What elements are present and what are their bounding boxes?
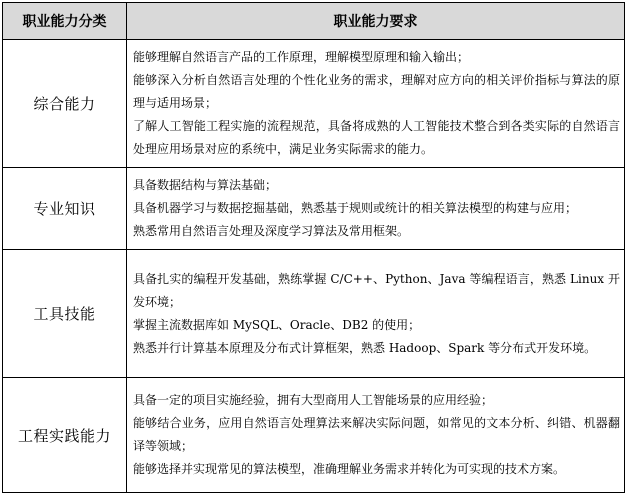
category-cell: 综合能力 bbox=[3, 40, 127, 168]
category-cell: 工程实践能力 bbox=[3, 378, 127, 493]
table-row-practice bbox=[3, 378, 625, 493]
requirement-line: 具备一定的项目实施经验，拥有大型商用人工智能场景的应用经验； bbox=[133, 393, 494, 407]
requirement-line: 具备扎实的编程开发基础，熟练掌握 C/C++、Python、Java 等编程语言，熟悉 Linux 开发环境； bbox=[133, 271, 620, 309]
requirement-cell bbox=[127, 168, 625, 250]
competency-table-container bbox=[2, 2, 624, 487]
requirement-cell bbox=[127, 250, 625, 378]
requirement-line: 具备数据结构与算法基础； bbox=[133, 178, 278, 192]
requirement-line: 具备机器学习与数据挖掘基础，熟悉基于规则或统计的相关算法模型的构建与应用； bbox=[133, 201, 578, 215]
requirement-line: 能够深入分析自然语言处理的个性化业务的需求，理解对应方向的相关评价指标与算法的原理与适用场景； bbox=[133, 73, 620, 110]
table-row-knowledge bbox=[3, 168, 625, 250]
category-cell: 工具技能 bbox=[3, 250, 127, 378]
table-row-comprehensive bbox=[3, 40, 625, 168]
requirement-cell bbox=[127, 378, 625, 493]
requirement-line: 能够理解自然语言产品的工作原理，理解模型原理和输入输出； bbox=[133, 50, 470, 64]
requirement-line: 了解人工智能工程实施的流程规范，具备将成熟的人工智能技术整合到各类实际的自然语言处理应用场景对应的系统中，满足业务实际需求的能力。 bbox=[133, 119, 620, 156]
category-cell: 专业知识 bbox=[3, 168, 127, 250]
competency-table bbox=[2, 2, 625, 493]
requirement-line: 熟悉常用自然语言处理及深度学习算法及常用框架。 bbox=[133, 224, 410, 238]
table-header-row bbox=[3, 3, 625, 40]
requirement-line: 掌握主流数据库如 MySQL、Oracle、DB2 的使用； bbox=[133, 317, 421, 332]
requirement-line: 能够选择并实现常见的算法模型，准确理解业务需求并转化为可实现的技术方案。 bbox=[133, 462, 566, 476]
header-requirement: 职业能力要求 bbox=[127, 3, 625, 40]
requirement-cell bbox=[127, 40, 625, 168]
header-category: 职业能力分类 bbox=[3, 3, 127, 40]
requirement-line: 能够结合业务，应用自然语言处理算法来解决实际问题，如常见的文本分析、纠错、机器翻译等领域； bbox=[133, 416, 620, 453]
requirement-line: 熟悉并行计算基本原理及分布式计算框架，熟悉 Hadoop、Spark 等分布式开发环境。 bbox=[133, 340, 597, 355]
table-row-tools bbox=[3, 250, 625, 378]
